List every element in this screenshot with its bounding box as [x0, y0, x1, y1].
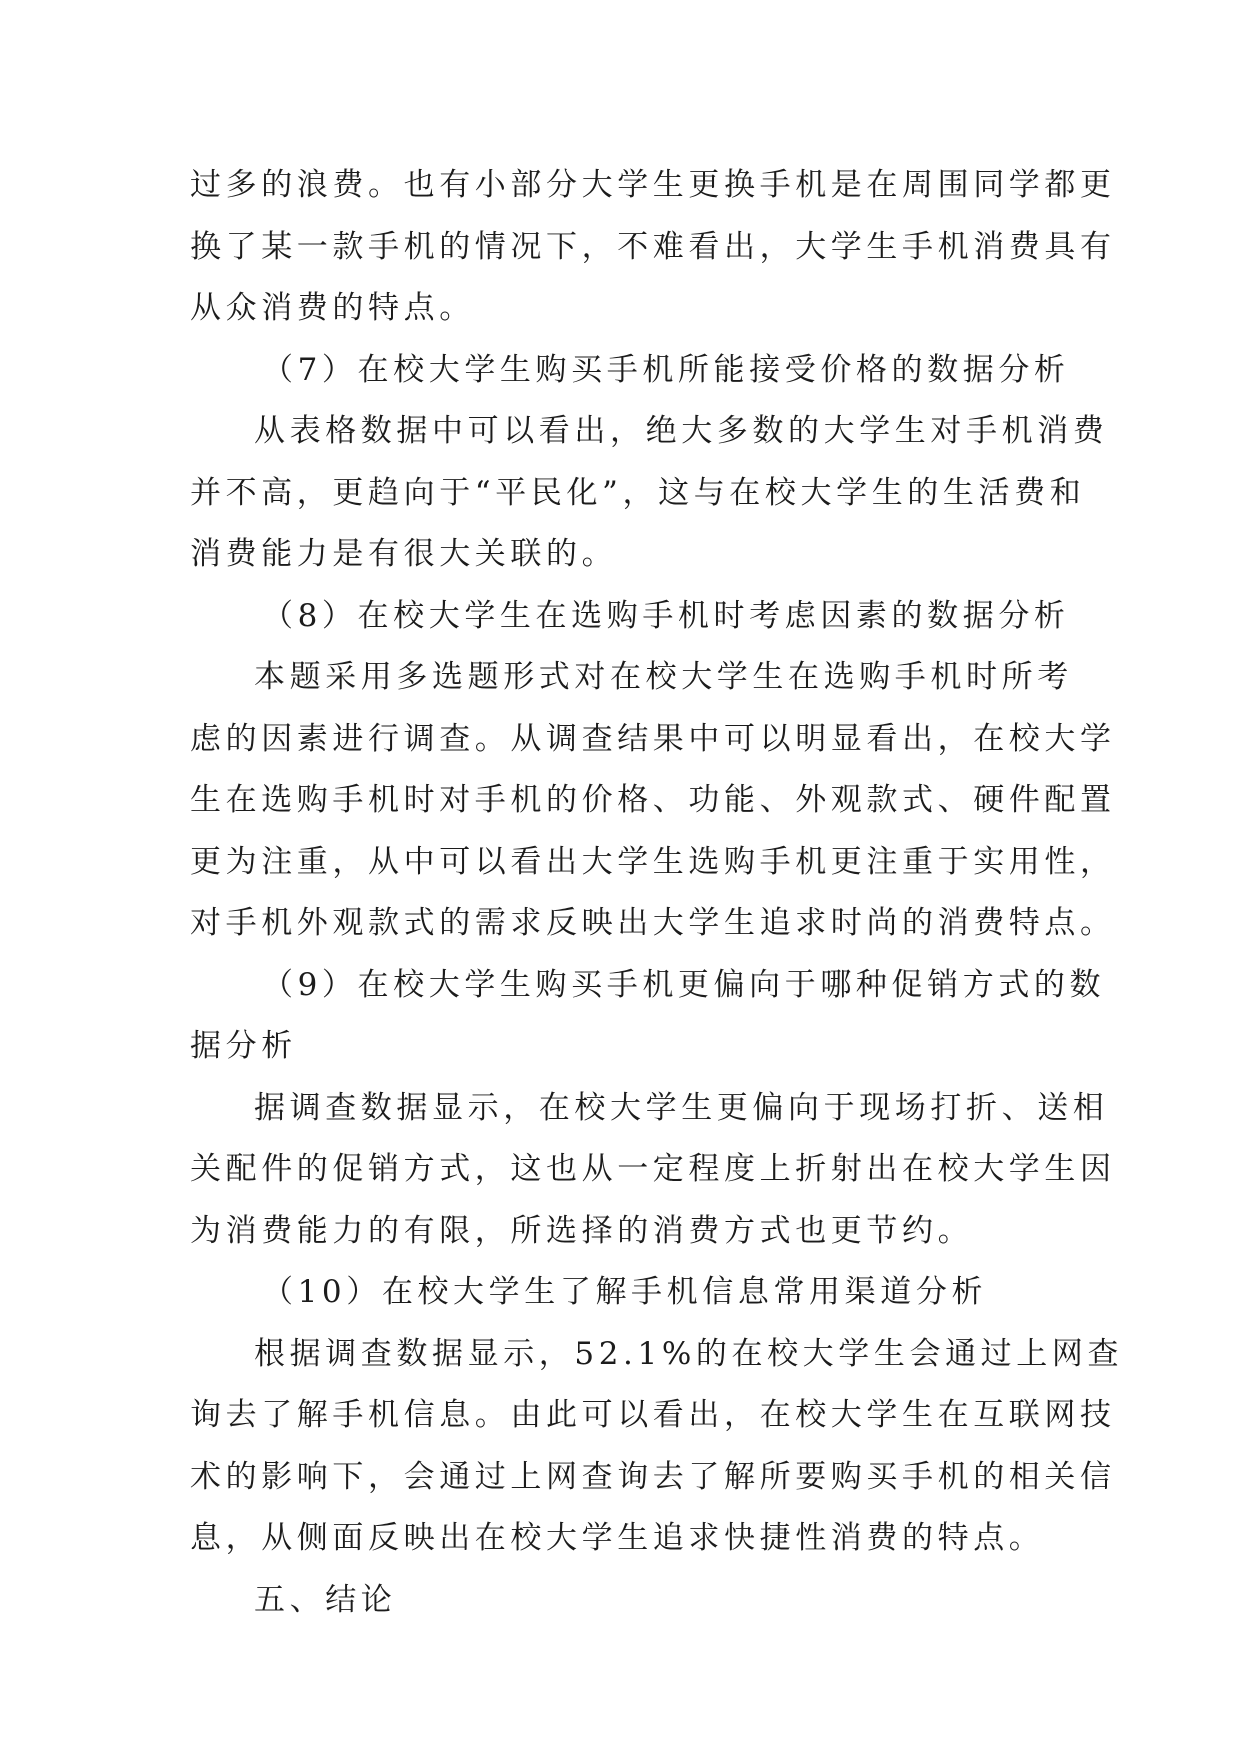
- text-line: 从众消费的特点。: [190, 290, 475, 326]
- document-body: [190, 155, 1124, 1631]
- text-line: 本题采用多选题形式对在校大学生在选购手机时所考: [254, 659, 1073, 695]
- text-line: 据分析: [190, 1028, 297, 1064]
- text-line: 术的影响下，会通过上网查询去了解所要购买手机的相关信: [190, 1458, 1116, 1495]
- section-heading-conclusion: 五、结论: [254, 1581, 397, 1618]
- section-heading-7: （7）在校大学生购买手机所能接受价格的数据分析: [262, 351, 1070, 388]
- text-line: 过多的浪费。也有小部分大学生更换手机是在周围同学都更: [190, 167, 1116, 203]
- text-line: 从表格数据中可以看出，绝大多数的大学生对手机消费: [254, 413, 1109, 449]
- section-heading-8: （8）在校大学生在选购手机时考虑因素的数据分析: [262, 597, 1070, 634]
- text-line: 消费能力是有很大关联的。: [190, 536, 618, 572]
- text-line: 息，从侧面反映出在校大学生追求快捷性消费的特点。: [190, 1520, 1045, 1556]
- section-heading-10: （10）在校大学生了解手机信息常用渠道分析: [262, 1274, 988, 1310]
- text-line: 并不高，更趋向于“平民化”，这与在校大学生的生活费和: [190, 474, 1086, 511]
- text-line: 生在选购手机时对手机的价格、功能、外观款式、硬件配置: [190, 782, 1116, 818]
- text-line: 根据调查数据显示，52.1%的在校大学生会通过上网查: [254, 1335, 1124, 1372]
- text-line: 换了某一款手机的情况下，不难看出，大学生手机消费具有: [190, 228, 1116, 265]
- text-line: 为消费能力的有限，所选择的消费方式也更节约。: [190, 1212, 974, 1249]
- text-line: 更为注重，从中可以看出大学生选购手机更注重于实用性，: [190, 843, 1116, 880]
- section-heading-9: （9）在校大学生购买手机更偏向于哪种促销方式的数: [262, 966, 1106, 1003]
- text-line: 询去了解手机信息。由此可以看出，在校大学生在互联网技: [190, 1397, 1116, 1433]
- text-line: 据调查数据显示，在校大学生更偏向于现场打折、送相: [254, 1089, 1109, 1126]
- text-line: 虑的因素进行调查。从调查结果中可以明显看出，在校大学: [190, 720, 1116, 757]
- text-line: 对手机外观款式的需求反映出大学生追求时尚的消费特点。: [190, 905, 1116, 941]
- text-line: 关配件的促销方式，这也从一定程度上折射出在校大学生因: [190, 1151, 1116, 1187]
